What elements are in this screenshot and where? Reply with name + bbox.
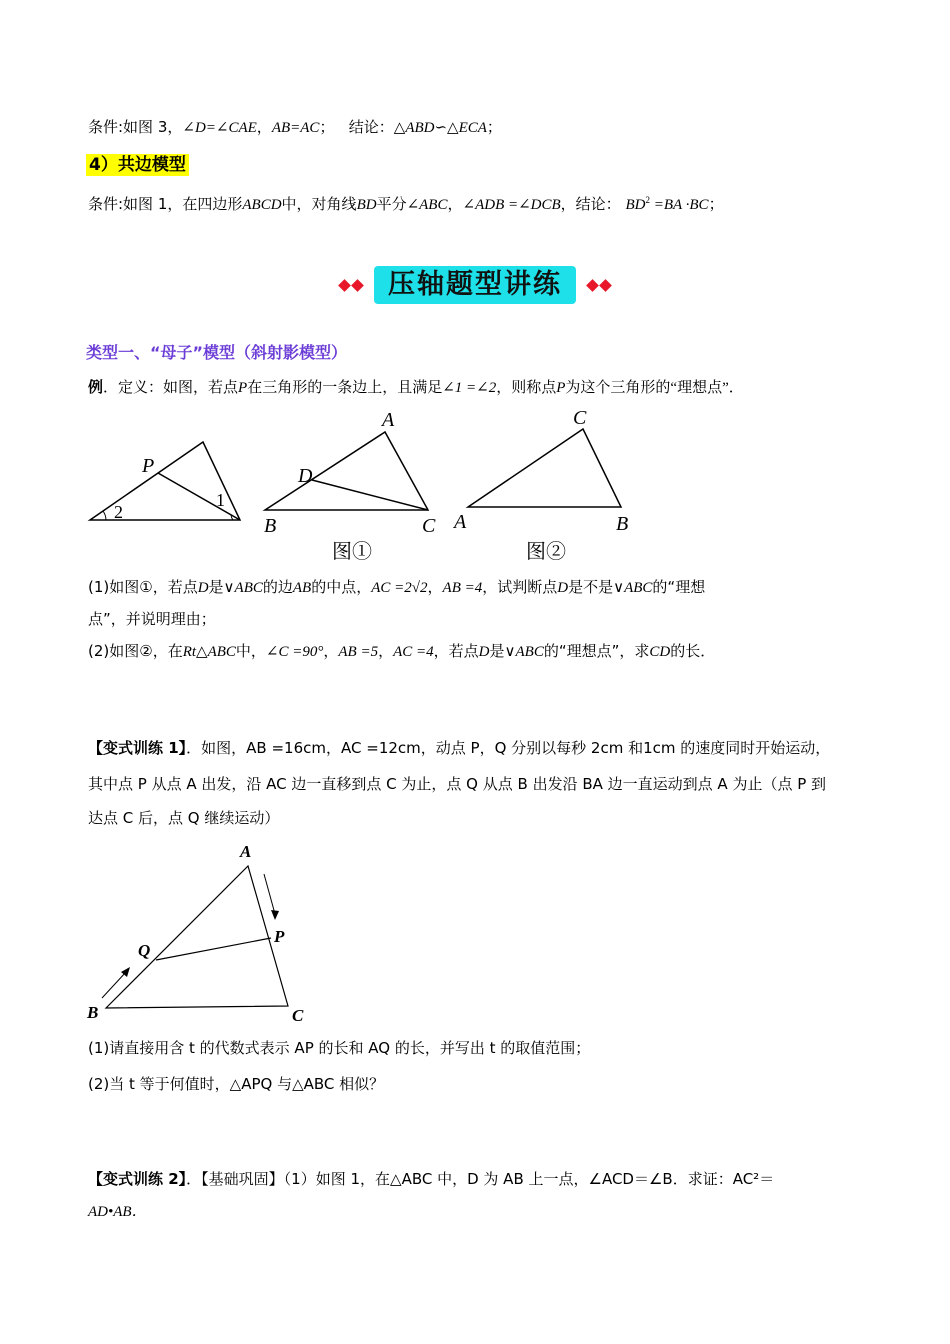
label-p: P [142, 455, 155, 477]
diamond-icon [338, 279, 351, 292]
condition-eq1: ∠D=∠CAE [182, 120, 257, 136]
variant-1-line-3: 达点 C 后，点 Q 继续运动） [88, 809, 280, 827]
text: 是∨ [489, 642, 516, 660]
condition-3-line [88, 116, 502, 139]
label-b: B [264, 515, 277, 537]
segment-label: AB [292, 580, 312, 596]
example-label: 例 [88, 380, 104, 396]
caption-figure-1: 图① [332, 541, 372, 563]
label-2: 2 [114, 502, 123, 522]
label-a: A [382, 409, 395, 431]
point-label: D [557, 580, 569, 596]
segment-dc [312, 480, 428, 510]
label-1: 1 [216, 490, 225, 510]
triangle-abc [106, 866, 288, 1008]
example-line [88, 377, 744, 399]
label-q: Q [138, 941, 151, 960]
label-b: B [616, 513, 629, 535]
sep: ； [708, 195, 724, 213]
triangle-label: ABC [515, 644, 544, 660]
eq: ∠C =90° [265, 644, 324, 660]
triangle-label: Rt△ABC [182, 644, 236, 660]
figure-1 [264, 409, 436, 563]
figure-ideal-point-triangle [90, 442, 240, 522]
conclusion: △ABD∽△ECA [393, 120, 487, 136]
sep: ， [427, 578, 443, 596]
text: 的边 [262, 578, 293, 596]
diamond-icon [586, 279, 599, 292]
arrow-q-shaft [102, 972, 126, 998]
label-c: C [422, 515, 436, 537]
segment-pc [158, 473, 240, 520]
variant-1-question-2: (2)当 t 等于何值时，△APQ 与△ABC 相似？ [88, 1075, 385, 1093]
variant-1-line-1 [88, 737, 830, 759]
eq: AC =2√2 [371, 580, 428, 596]
example-figures [80, 402, 640, 572]
eq: AB =4 [442, 580, 483, 596]
label-b: B [87, 1003, 99, 1022]
condition-eq2: AB=AC [271, 120, 320, 136]
banner-title: 压轴题型讲练 [374, 266, 576, 304]
triangle-abc [265, 432, 428, 510]
sep: ， [447, 195, 463, 213]
text: 的中点， [311, 578, 372, 596]
arrow-p-head [271, 910, 279, 920]
text: 平分 [376, 195, 407, 213]
diamond-icon [599, 279, 612, 292]
variant-1-question-1: (1)请直接用含 t 的代数式表示 AP 的长和 AQ 的长，并写出 t 的取值范围； [88, 1039, 591, 1057]
text: 在三角形的一条边上，且满足 [247, 380, 443, 396]
text: 为这个三角形的“理想点”． [565, 380, 744, 396]
triangle-right [468, 429, 621, 507]
text: 中， [235, 642, 266, 660]
text: (2)如图②，在 [88, 642, 183, 660]
sep: ， [323, 642, 339, 660]
text: 的长． [670, 642, 716, 660]
angle-2-arc [103, 511, 106, 520]
diag-label: BD [356, 197, 377, 213]
type-1-heading: 类型一、“母子”模型（斜射影模型） [86, 343, 348, 362]
conclusion-b: =BA ·BC [649, 197, 709, 213]
condition-prefix: 条件:如图 3， [88, 118, 183, 136]
conclusion-label: 结论： [348, 118, 394, 136]
question-1 [88, 576, 705, 599]
superscript: 2 [645, 195, 650, 205]
text: 的“理想 [652, 578, 706, 596]
text: 中，对角线 [281, 195, 357, 213]
label-d: D [298, 465, 313, 487]
text: 是不是∨ [568, 578, 625, 596]
variant-1-label: 【变式训练 1】 [88, 739, 187, 757]
triangle-label: ABC [624, 580, 653, 596]
text: ．如图，AB =16cm，AC =12cm，动点 P，Q 分别以每秒 2cm 和1cm 的速度同时开始运动， [186, 739, 831, 757]
figure-2 [452, 407, 628, 563]
sep: ； [319, 118, 335, 136]
eq: ∠ADB =∠DCB [462, 197, 561, 213]
condition: ∠1 =∠2 [442, 380, 497, 396]
sep: ； [486, 118, 502, 136]
text: 条件:如图 1，在四边形 [88, 195, 243, 213]
arrow-p-shaft [264, 874, 275, 914]
text: ，若点 [433, 642, 479, 660]
sep: ， [256, 118, 272, 136]
question-1-line-2: 点”，并说明理由； [88, 610, 216, 628]
text: ．定义：如图，若点 [103, 380, 239, 396]
variant-2-label: 【变式训练 2】 [88, 1170, 187, 1188]
conclusion-a: BD [625, 197, 646, 213]
conclusion-label: ，结论： [560, 195, 621, 213]
text: ．【基础巩固】（1）如图 1，在△ABC 中，D 为 AB 上一点，∠ACD＝∠B．求证：AC²＝ [186, 1170, 775, 1188]
text: ，试判断点 [482, 578, 558, 596]
variant-1-line-2: 其中点 P 从点 A 出发，沿 AC 边一直移到点 C 为止，点 Q 从点 B 出发沿 BA 边一直运动到点 A 为止（点 P 到 [88, 775, 827, 793]
label-c: C [573, 407, 587, 429]
variant-2-line-2: AD•AB． [88, 1204, 147, 1220]
point-label: P [556, 380, 566, 396]
angle-label: ∠ABC [406, 197, 448, 213]
label-a: A [240, 842, 252, 861]
section-4-title: 4）共边模型 [86, 154, 189, 176]
sep: ， [378, 642, 394, 660]
point-label: P [238, 380, 248, 396]
triangle-label: ABC [234, 580, 263, 596]
text: 是∨ [208, 578, 235, 596]
text: (1)如图①，若点 [88, 578, 198, 596]
question-2 [88, 640, 715, 663]
section-4-heading [86, 150, 189, 175]
eq: AB =5 [338, 644, 379, 660]
condition-1-line [88, 189, 724, 216]
eq: AC =4 [393, 644, 434, 660]
variant-2-line-1 [88, 1168, 774, 1190]
label-a: A [454, 511, 467, 533]
text: ，则称点 [496, 380, 557, 396]
segment-label: CD [649, 644, 671, 660]
label-c: C [292, 1006, 304, 1025]
diamond-icon [351, 279, 364, 292]
text: 的“理想点”，求 [543, 642, 650, 660]
quad-label: ABCD [242, 197, 282, 213]
point-label: D [478, 644, 490, 660]
caption-figure-2: 图② [526, 541, 566, 563]
variant-1-figure [82, 838, 322, 1028]
section-banner [338, 266, 612, 304]
point-label: D [197, 580, 209, 596]
label-p: P [274, 927, 285, 946]
